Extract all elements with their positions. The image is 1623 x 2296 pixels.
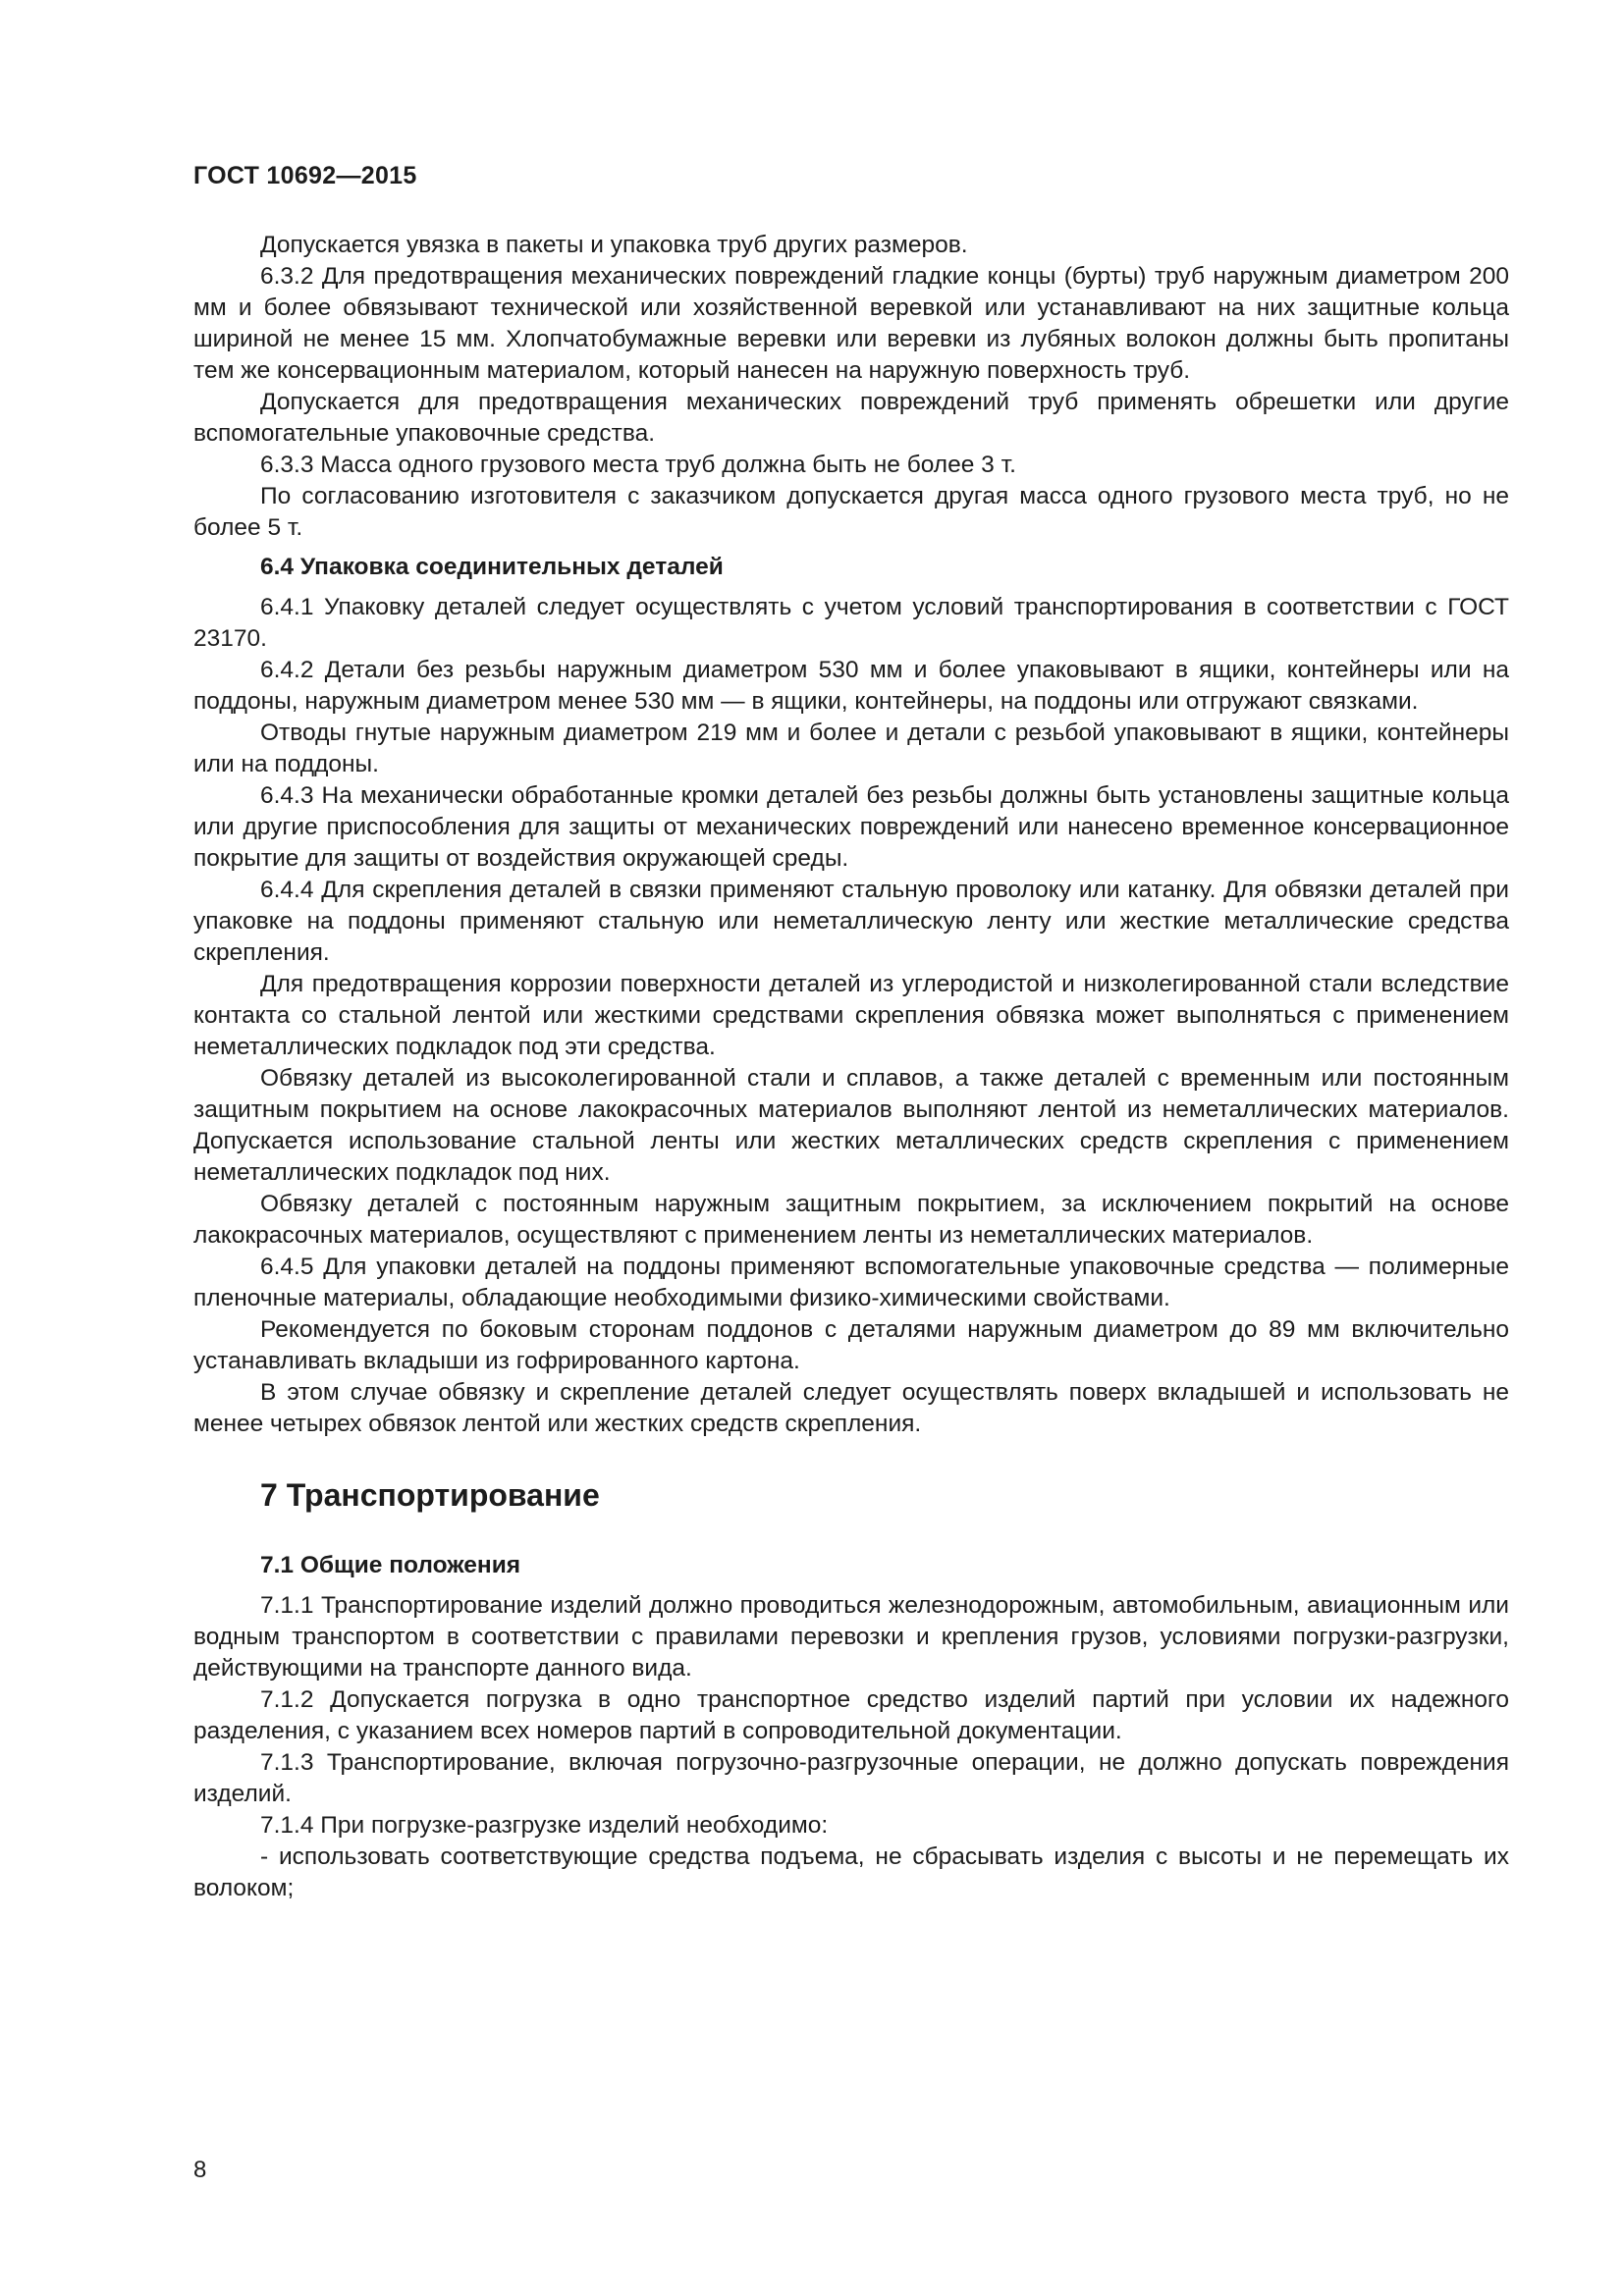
- section-heading-7: 7 Транспортирование: [260, 1477, 600, 1513]
- paragraph: Для предотвращения коррозии поверхности деталей из углеродистой и низколегированной стали вследствие контакта со стальной лентой или жесткими средствами скрепления обвязка может выполняться с применением неметаллических подкладок под эти средства.: [193, 971, 1509, 1060]
- paragraph: - использовать соответствующие средства подъема, не сбрасывать изделия с высоты и не перемещать их волоком;: [193, 1843, 1509, 1901]
- paragraph: Допускается увязка в пакеты и упаковка труб других размеров.: [260, 232, 968, 258]
- paragraph: 7.1.4 При погрузке-разгрузке изделий необходимо:: [260, 1812, 829, 1839]
- paragraph: Допускается для предотвращения механических повреждений труб применять обрешетки или другие вспомогательные упаковочные средства.: [193, 389, 1509, 447]
- paragraph: 6.4.4 Для скрепления деталей в связки применяют стальную проволоку или катанку. Для обвязки деталей при упаковке на поддоны применяют стальную или неметаллическую ленту или жесткие металлические средства скрепления.: [193, 877, 1509, 966]
- paragraph: Обвязку деталей из высоколегированной стали и сплавов, а также деталей с временным или постоянным защитным покрытием на основе лакокрасочных материалов выполняют лентой из неметаллических материалов. Допускается использование стальной ленты или жестких металлических средств скрепления с применением неметаллических подкладок под них.: [193, 1065, 1509, 1186]
- paragraph: 6.4.2 Детали без резьбы наружным диаметром 530 мм и более упаковывают в ящики, контейнеры или на поддоны, наружным диаметром менее 530 мм — в ящики, контейнеры, на поддоны или отгружают связками.: [193, 657, 1509, 715]
- section-heading-7-1: 7.1 Общие положения: [260, 1552, 521, 1578]
- section-heading-6-4: 6.4 Упаковка соединительных деталей: [260, 554, 724, 580]
- paragraph: По согласованию изготовителя с заказчиком допускается другая масса одного грузового места труб, но не более 5 т.: [193, 483, 1509, 541]
- paragraph: 7.1.1 Транспортирование изделий должно проводиться железнодорожным, автомобильным, авиационным или водным транспортом в соответствии с правилами перевозки и крепления грузов, условиями погрузки-разгрузки, действующими на транспорте данного вида.: [193, 1592, 1509, 1682]
- page-number: 8: [193, 2157, 207, 2183]
- paragraph: Рекомендуется по боковым сторонам поддонов с деталями наружным диаметром до 89 мм включительно устанавливать вкладыши из гофрированного картона.: [193, 1316, 1509, 1374]
- paragraph: 6.3.2 Для предотвращения механических повреждений гладкие концы (бурты) труб наружным диаметром 200 мм и более обвязывают технической или хозяйственной веревкой или устанавливают на них защитные кольца шириной не менее 15 мм. Хлопчатобумажные веревки или веревки из лубяных волокон должны быть пропитаны тем же консервационным материалом, который нанесен на наружную поверхность труб.: [193, 263, 1509, 384]
- paragraph: 6.4.5 Для упаковки деталей на поддоны применяют вспомогательные упаковочные средства — полимерные пленочные материалы, обладающие необходимыми физико-химическими свойствами.: [193, 1254, 1509, 1311]
- paragraph: 7.1.3 Транспортирование, включая погрузочно-разгрузочные операции, не должно допускать повреждения изделий.: [193, 1749, 1509, 1807]
- paragraph: Обвязку деталей с постоянным наружным защитным покрытием, за исключением покрытий на основе лакокрасочных материалов, осуществляют с применением ленты из неметаллических материалов.: [193, 1191, 1509, 1249]
- paragraph: В этом случае обвязку и скрепление деталей следует осуществлять поверх вкладышей и использовать не менее четырех обвязок лентой или жестких средств скрепления.: [193, 1379, 1509, 1437]
- document-header: ГОСТ 10692—2015: [193, 162, 417, 189]
- paragraph: 6.3.3 Масса одного грузового места труб должна быть не более 3 т.: [260, 452, 1016, 478]
- document-body: [193, 230, 1509, 1904]
- paragraph: 6.4.1 Упаковку деталей следует осуществлять с учетом условий транспортирования в соответствии с ГОСТ 23170.: [193, 594, 1509, 652]
- paragraph: Отводы гнутые наружным диаметром 219 мм и более и детали с резьбой упаковывают в ящики, контейнеры или на поддоны.: [193, 720, 1509, 777]
- paragraph: 6.4.3 На механически обработанные кромки деталей без резьбы должны быть установлены защитные кольца или другие приспособления для защиты от механических повреждений или нанесено временное консервационное покрытие для защиты от воздействия окружающей среды.: [193, 782, 1509, 872]
- paragraph: 7.1.2 Допускается погрузка в одно транспортное средство изделий партий при условии их надежного разделения, с указанием всех номеров партий в сопроводительной документации.: [193, 1686, 1509, 1744]
